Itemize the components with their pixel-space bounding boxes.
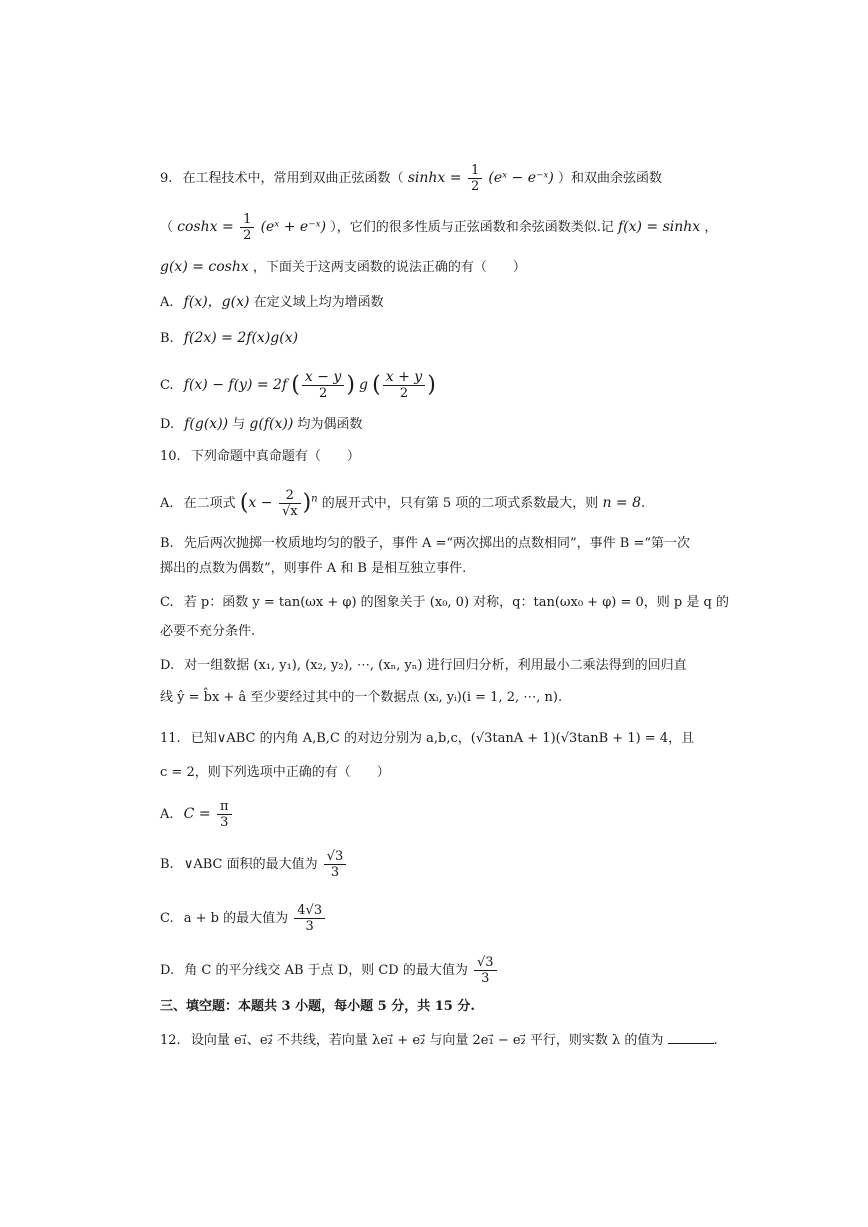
q10-option-c-line-2 bbox=[160, 622, 718, 642]
q9-number: 9. bbox=[160, 171, 173, 186]
q11-option-d bbox=[160, 955, 718, 986]
option-label: A. bbox=[160, 496, 174, 511]
binomial-fraction: $\frac{2}{√x}$ bbox=[279, 488, 301, 519]
option-text: 线 ŷ = b̂x + â 至少要经过其中的一个数据点 (xᵢ, yᵢ)(i = 1, 2, ⋯, n). bbox=[160, 690, 563, 705]
option-text: 均为偶函数 bbox=[297, 417, 363, 432]
option-label: B. bbox=[160, 536, 174, 551]
option-text: 的展开式中，只有第 5 项的二项式系数最大，则 bbox=[321, 496, 599, 511]
f-definition: f(x) = sinhx bbox=[617, 219, 701, 235]
q11-option-b bbox=[160, 849, 718, 880]
option-math: g(f(x)) bbox=[249, 416, 294, 432]
q9-line-2 bbox=[160, 212, 718, 243]
option-text: a + b 的最大值为 bbox=[183, 911, 289, 926]
option-b-fraction: $\frac{√3}{3}$ bbox=[324, 849, 347, 880]
q11-option-c bbox=[160, 903, 718, 934]
cosh-expression: (eˣ + e⁻ˣ) bbox=[260, 219, 327, 235]
binomial-expr: x − bbox=[248, 495, 277, 511]
option-text: 在定义域上均为增函数 bbox=[253, 295, 384, 310]
q10-option-b-line-1 bbox=[160, 534, 718, 554]
q10-option-c-line-1 bbox=[160, 593, 729, 613]
q12: 12. 设向量 e₁⃗、e₂⃗ 不共线，若向量 λe₁⃗ + e₂⃗ 与向量 2e₁⃗ − e₂⃗ 平行，则实数 λ 的值为 . bbox=[160, 1033, 718, 1048]
option-text: 先后两次抛掷一枚质地均匀的骰子，事件 A =“两次掷出的点数相同”，事件 B =“第一次 bbox=[183, 536, 691, 551]
cosh-fraction: $\frac{1}{2}$ bbox=[240, 212, 254, 243]
option-label: D. bbox=[160, 658, 175, 673]
q9-option-d bbox=[160, 414, 718, 435]
q11-text: c = 2，则下列选项中正确的有（ ） bbox=[160, 765, 390, 780]
option-math: f(x)，g(x) bbox=[183, 294, 250, 310]
option-text: 掷出的点数为偶数”，则事件 A 和 B 是相互独立事件. bbox=[160, 561, 467, 576]
option-a-fraction: $\frac{\pi}{3}$ bbox=[217, 799, 232, 830]
option-math: f(2x) = 2f(x)g(x) bbox=[183, 330, 299, 346]
option-d-fraction: $\frac{√3}{3}$ bbox=[474, 955, 497, 986]
q11-option-a bbox=[160, 799, 718, 830]
option-text: 与 bbox=[232, 417, 246, 432]
sinh-fraction: $\frac{1}{2}$ bbox=[468, 163, 482, 194]
option-label: D. bbox=[160, 963, 175, 978]
q11-line-1 bbox=[160, 729, 718, 749]
cosh-formula: coshx = bbox=[177, 219, 239, 235]
q9-option-c: C. f(x) − f(y) = 2f ( $\frac{x - y}{2}$ ) g ( $\frac{x + y}{2}$ ) bbox=[160, 369, 436, 401]
q9-text-2: ），它们的很多性质与正弦函数和余弦函数类似.记 bbox=[330, 220, 614, 235]
g-definition: g(x) = coshx bbox=[160, 259, 249, 275]
q11-number: 11. bbox=[160, 731, 181, 746]
option-math: n = 8 bbox=[602, 495, 642, 511]
option-math: C = bbox=[183, 806, 216, 822]
q12-number: 12. bbox=[160, 1033, 181, 1048]
option-label: B. bbox=[160, 857, 174, 872]
q9-question: ，下面关于这两支函数的说法正确的有（ ） bbox=[252, 260, 526, 275]
option-text: ∨ABC 面积的最大值为 bbox=[183, 857, 318, 872]
q11-line-2 bbox=[160, 763, 718, 783]
q12-text: 设向量 e₁⃗、e₂⃗ 不共线，若向量 λe₁⃗ + e₂⃗ 与向量 2e₁⃗ − e₂⃗ 平行，则实数 λ 的值为 bbox=[190, 1033, 664, 1048]
q10-stem bbox=[160, 447, 718, 467]
option-c-fraction-1: $\frac{x - y}{2}$ bbox=[302, 370, 344, 401]
q10-option-d-line-2 bbox=[160, 688, 718, 708]
option-label: A. bbox=[160, 807, 174, 822]
q9-comma: ， bbox=[704, 220, 718, 235]
q9-line-1 bbox=[160, 163, 718, 194]
option-text: 必要不充分条件. bbox=[160, 624, 256, 639]
option-c-fraction-2: $\frac{x + y}{2}$ bbox=[383, 370, 425, 401]
option-text: 在二项式 bbox=[183, 496, 236, 511]
answer-blank[interactable] bbox=[668, 1031, 714, 1044]
option-text: 若 p：函数 y = tan(ωx + φ) 的图象关于 (x₀, 0) 对称，q：tan(ωx₀ + φ) = 0，则 p 是 q 的 bbox=[183, 595, 729, 610]
q10-option-a: A. 在二项式 (x − $\frac{2}{√x}$ )$^n$ 的展开式中，只有第 5 项的二项式系数最大，则 n = 8. bbox=[160, 488, 646, 519]
option-math: f(x) − f(y) = 2f bbox=[183, 377, 288, 393]
option-label: A. bbox=[160, 295, 174, 310]
section-header: 三、填空题：本题共 3 小题，每小题 5 分，共 15 分. bbox=[160, 999, 475, 1014]
option-text: 角 C 的平分线交 AB 于点 D，则 CD 的最大值为 bbox=[184, 963, 468, 978]
option-math: f(g(x)) bbox=[184, 416, 229, 432]
option-label: D. bbox=[160, 417, 175, 432]
q9-option-b bbox=[160, 328, 718, 349]
q9-option-a bbox=[160, 292, 718, 313]
option-math-g: g bbox=[359, 377, 369, 393]
q10-number: 10. bbox=[160, 449, 181, 464]
binomial-exponent: n bbox=[311, 493, 318, 505]
option-label: B. bbox=[160, 331, 174, 346]
q9-line-3 bbox=[160, 257, 718, 278]
sinh-expression: (eˣ − e⁻ˣ) bbox=[488, 170, 554, 186]
option-text: 对一组数据 (x₁, y₁), (x₂, y₂), ⋯, (xₙ, yₙ) 进行回归分析，利用最小二乘法得到的回归直 bbox=[184, 658, 687, 673]
q9-text-end: ）和双曲余弦函数 bbox=[557, 171, 662, 186]
option-label: C. bbox=[160, 911, 174, 926]
sinh-formula: sinhx = bbox=[407, 170, 466, 186]
q11-text: 已知∨ABC 的内角 A,B,C 的对边分别为 a,b,c，(√3tanA + 1)(√3tanB + 1) = 4，且 bbox=[190, 731, 695, 746]
option-c-fraction: $\frac{4√3}{3}$ bbox=[294, 903, 325, 934]
option-label: C. bbox=[160, 595, 174, 610]
q9-paren: （ bbox=[160, 220, 174, 235]
option-label: C. bbox=[160, 378, 174, 393]
q10-option-d-line-1 bbox=[160, 656, 718, 676]
q9-text: 在工程技术中，常用到双曲正弦函数（ bbox=[182, 171, 404, 186]
q10-option-b-line-2 bbox=[160, 559, 718, 579]
q10-text: 下列命题中真命题有（ ） bbox=[190, 449, 360, 464]
